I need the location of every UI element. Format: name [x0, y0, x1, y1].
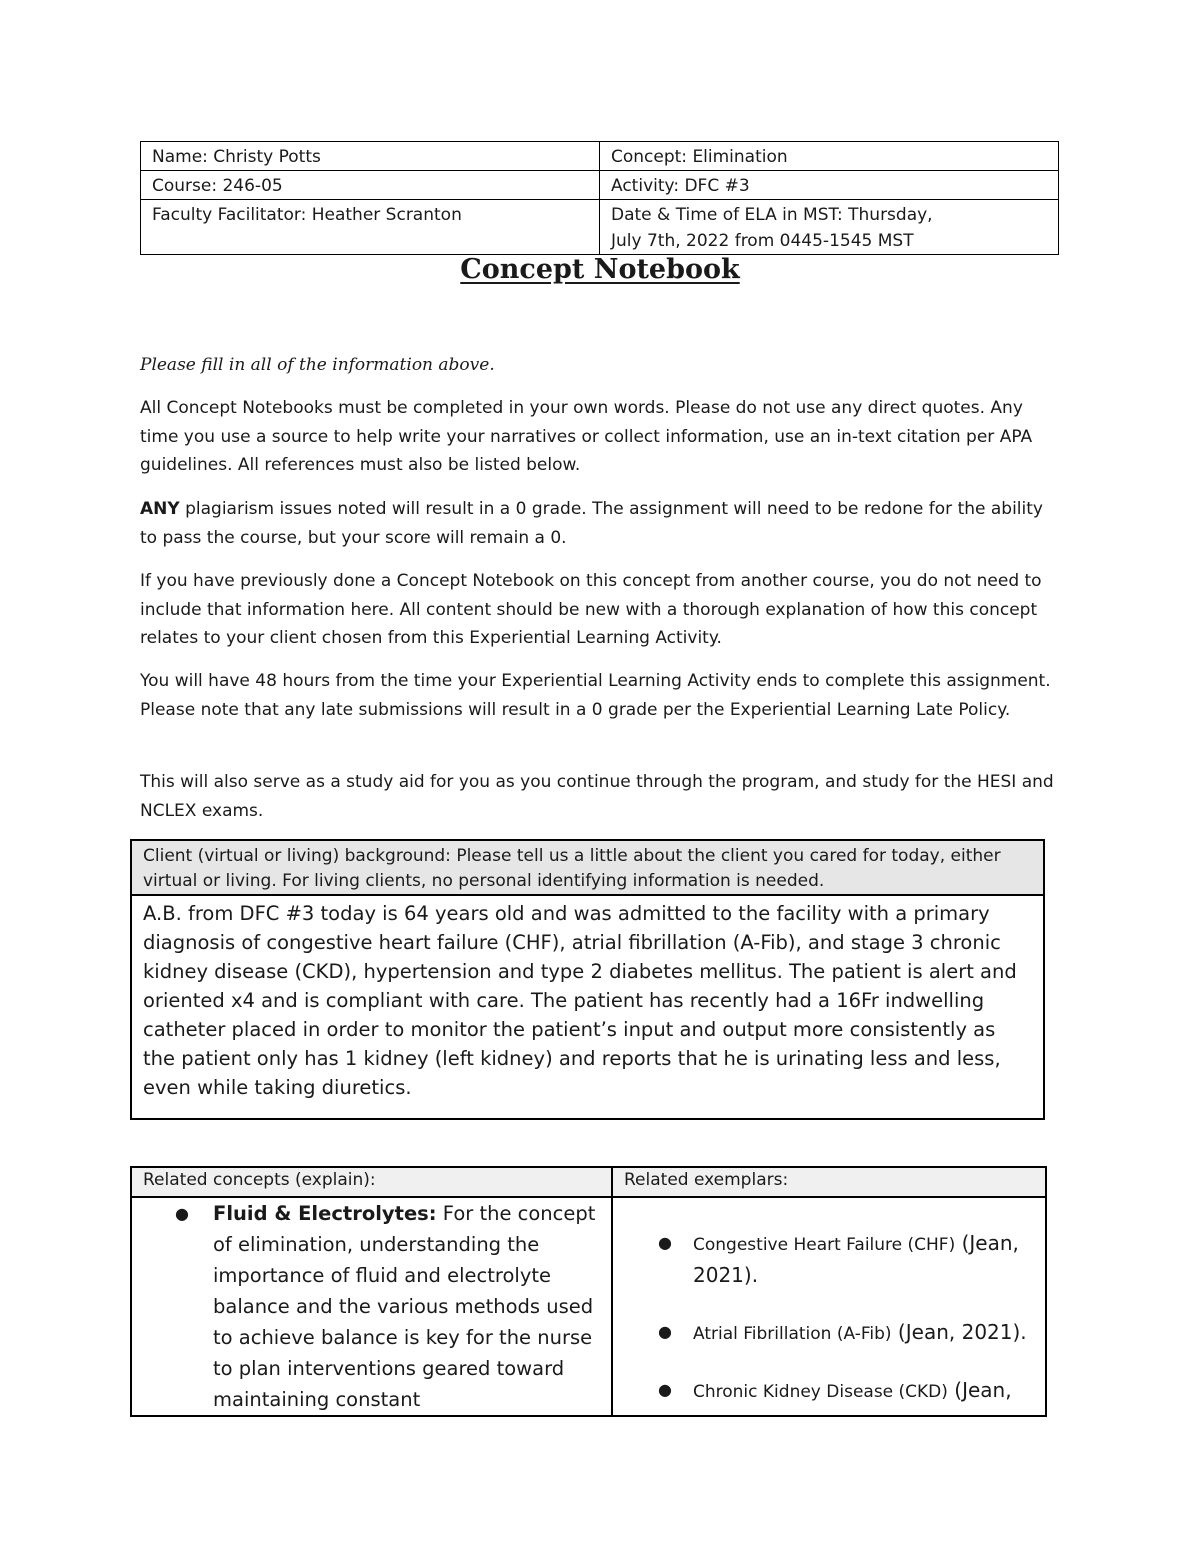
bullet-icon: ● [658, 1233, 672, 1252]
plagiarism-paragraph [140, 495, 1065, 552]
datetime-cell [600, 200, 1059, 255]
activity-cell: Activity: DFC #3 [600, 171, 1059, 200]
name-cell: Name: Christy Potts [141, 142, 600, 171]
own-words-paragraph: All Concept Notebooks must be completed in your own words. Please do not use any direct quotes. Any time you use a source to help write your narratives or collect information, use an in-text citation per APA guidelines. All references must also be listed below. [140, 398, 1033, 475]
client-background-box [130, 839, 1045, 1120]
plagiarism-text: plagiarism issues noted will result in a 0 grade. The assignment will need to be redone for the ability to pass the course, but your score will remain a 0. [140, 499, 1043, 548]
list-item [658, 1317, 1033, 1349]
study-paragraph: This will also serve as a study aid for you as you continue through the program, and study for the HESI and NCLEX exams. [140, 772, 1054, 821]
concepts-cell [131, 1197, 612, 1416]
datetime-line-1: Date & Time of ELA in MST: Thursday, [611, 205, 933, 225]
fill-instruction: Please fill in all of the information above. [140, 355, 495, 375]
plagiarism-emphasis: ANY [140, 499, 180, 519]
exemplar-citation: (Jean, 2021). [891, 1320, 1027, 1344]
datetime-line-2: July 7th, 2022 from 0445-1545 MST [611, 231, 914, 251]
concept-text: For the concept of elimination, understanding the importance of fluid and electrolyte balance and the various methods used to achieve balance is key for the nurse to plan interventions geared toward maintaining constant [213, 1202, 596, 1411]
exemplar-name: Chronic Kidney Disease (CKD) [693, 1382, 948, 1402]
list-item [658, 1228, 1033, 1292]
client-heading: Client (virtual or living) background: Please tell us a little about the client you cared for today, either virtual or living. For living clients, no personal identifying information is needed. [132, 841, 1043, 896]
bullet-icon: ● [658, 1322, 672, 1341]
facilitator-cell: Faculty Facilitator: Heather Scranton [141, 200, 600, 255]
previous-paragraph: If you have previously done a Concept Notebook on this concept from another course, you do not need to include that information here. All content should be new with a thorough explanation of how this concept relates to your client chosen from this Experiential Learning Activity. [140, 571, 1042, 648]
page-title: Concept Notebook [460, 254, 740, 285]
exemplar-name: Atrial Fibrillation (A-Fib) [693, 1324, 892, 1344]
bullet-icon: ● [175, 1204, 189, 1223]
list-item [658, 1375, 1033, 1407]
concepts-header: Related concepts (explain): [131, 1167, 612, 1197]
course-cell: Course: 246-05 [141, 171, 600, 200]
deadline-paragraph: You will have 48 hours from the time your Experiential Learning Activity ends to complete this assignment. Please note that any late submissions will result in a 0 grade per the Experiential Learning Late Policy. [140, 671, 1051, 720]
client-background-text: A.B. from DFC #3 today is 64 years old and was admitted to the facility with a primary diagnosis of congestive heart failure (CHF), atrial fibrillation (A-Fib), and stage 3 chronic kidney disease (CKD), hypertension and type 2 diabetes mellitus. The patient is alert and oriented x4 and is compliant with care. The patient has recently had a 16Fr indwelling catheter placed in order to monitor the patient’s input and output more consistently as the patient only has 1 kidney (left kidney) and reports that he is urinating less and less, even while taking diuretics. [143, 902, 1017, 1099]
header-table [140, 141, 1059, 255]
related-table [130, 1166, 1047, 1417]
concept-cell: Concept: Elimination [600, 142, 1059, 171]
concept-label: Fluid & Electrolytes: [213, 1202, 437, 1225]
exemplars-header: Related exemplars: [612, 1167, 1046, 1197]
exemplar-citation: (Jean, 2021). [693, 1231, 1019, 1287]
exemplar-name: Congestive Heart Failure (CHF) [693, 1235, 956, 1255]
list-item [132, 1198, 611, 1415]
exemplar-citation: (Jean, [947, 1378, 1012, 1402]
concepts-list [132, 1198, 611, 1415]
bullet-icon: ● [658, 1380, 672, 1399]
exemplars-cell [612, 1197, 1046, 1416]
